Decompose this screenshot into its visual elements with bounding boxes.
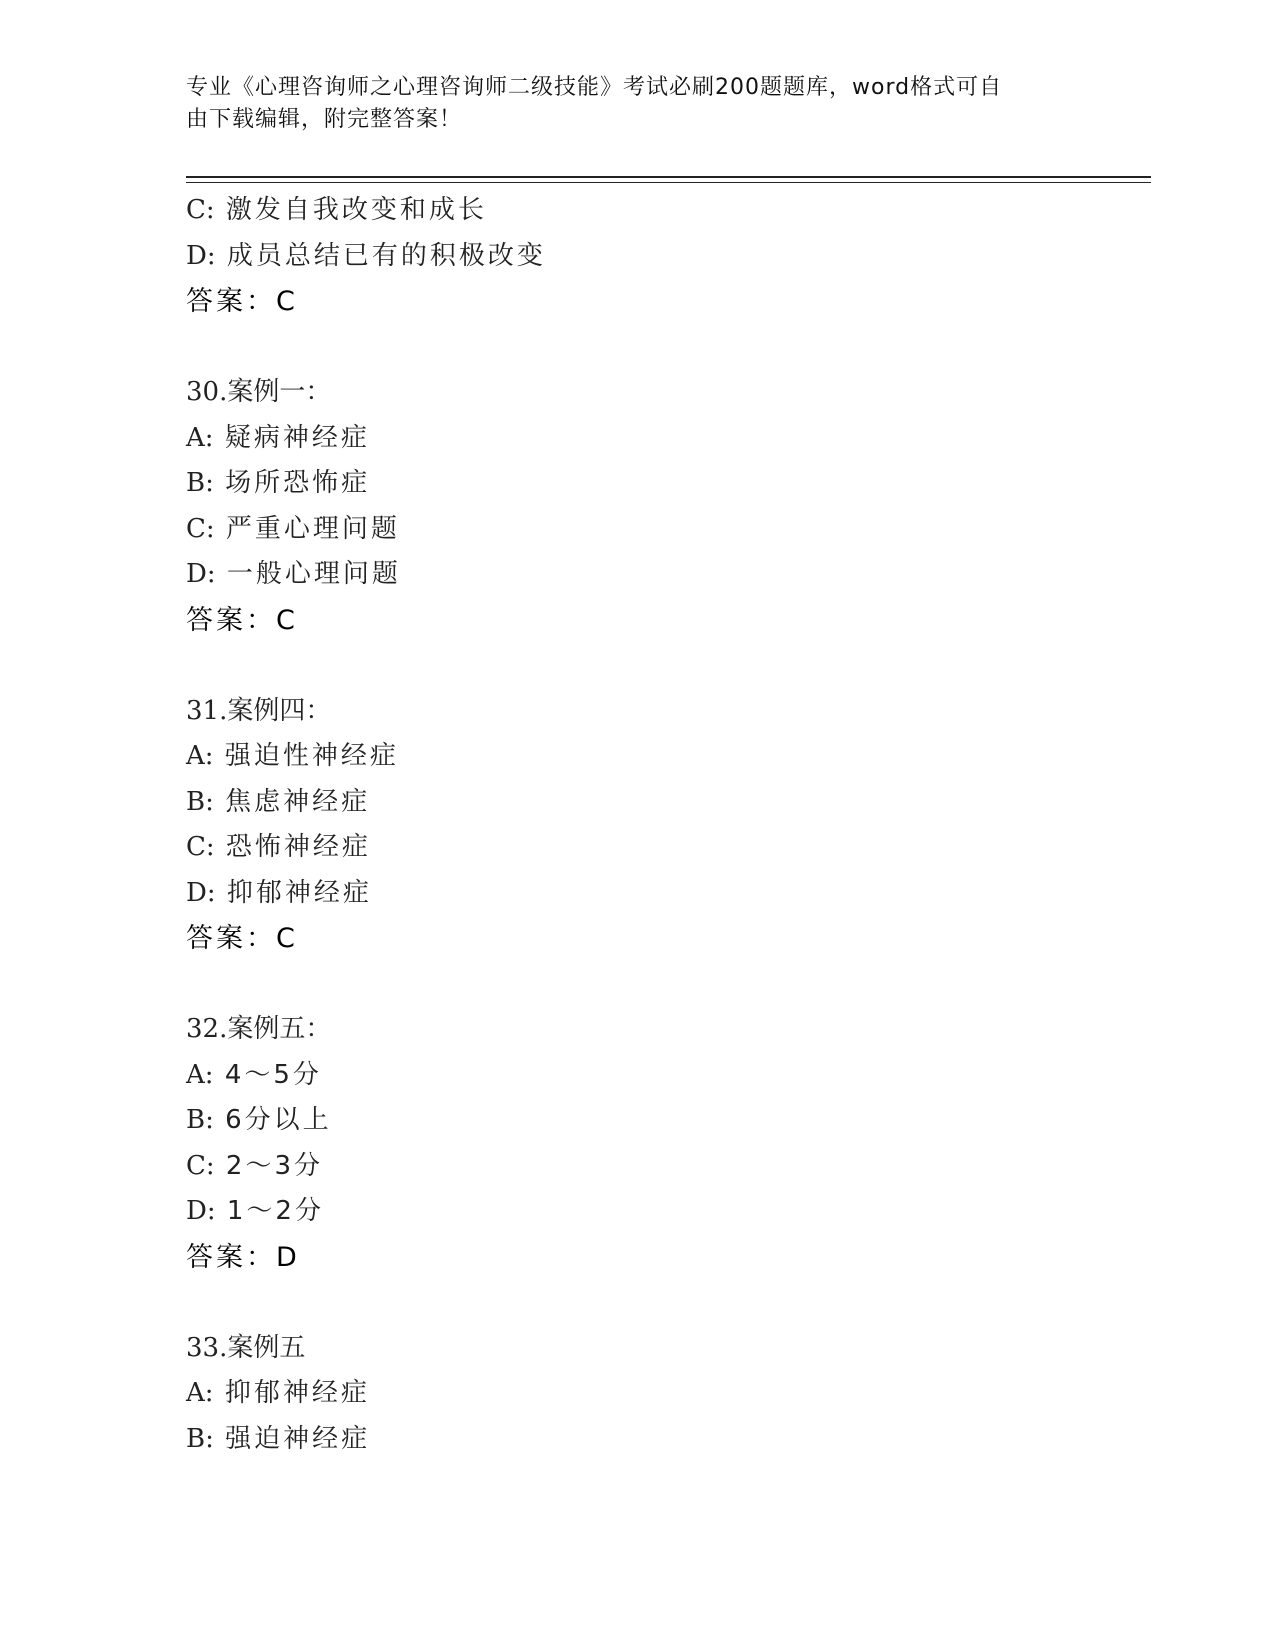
option-a [186, 1053, 1146, 1099]
option-text: 场所恐怖症 [225, 468, 371, 498]
option-d [186, 871, 1146, 917]
option-letter: A: [186, 741, 214, 771]
option-text: 强迫神经症 [225, 1423, 371, 1454]
option-a [186, 416, 1146, 462]
option-letter: A: [186, 1378, 214, 1408]
document-header [186, 72, 1076, 136]
option-d [186, 1189, 1146, 1235]
question-block-32 [186, 1007, 1146, 1280]
option-letter: C: [186, 513, 215, 544]
question-block-31 [186, 689, 1146, 962]
option-text: 疑病神经症 [224, 422, 370, 453]
option-letter: A: [186, 1059, 214, 1090]
spacer [186, 325, 1146, 371]
option-b [186, 1417, 1146, 1463]
option-text: 6分以上 [225, 1105, 332, 1135]
option-b [186, 780, 1146, 826]
option-letter: C: [186, 1150, 215, 1181]
option-d [186, 552, 1146, 598]
option-c [186, 1144, 1146, 1190]
answer-line: 答案：C [186, 604, 298, 636]
header-line-1: 专业《心理咨询师之心理咨询师二级技能》考试必刷200题题库，word格式可自 [186, 75, 1003, 100]
option-text: 恐怖神经症 [225, 832, 371, 862]
option-c [186, 188, 1146, 234]
question-block-33 [186, 1326, 1146, 1463]
option-letter: B: [186, 1423, 214, 1454]
header-divider-thin [186, 182, 1151, 183]
question-block-30 [186, 370, 1146, 643]
answer-line: 答案：D [186, 1241, 300, 1273]
spacer [186, 962, 1146, 1008]
option-letter: D: [186, 1196, 216, 1226]
option-text: 4～5分 [224, 1059, 322, 1090]
option-text: 2～3分 [225, 1150, 324, 1181]
answer-line: 答案：C [186, 286, 298, 317]
option-text: 严重心理问题 [225, 513, 400, 544]
option-text: 强迫性神经症 [224, 741, 399, 771]
header-divider-thick [186, 176, 1151, 178]
header-line-2: 由下载编辑，附完整答案！ [186, 107, 463, 132]
option-a [186, 734, 1146, 780]
question-list [186, 188, 1146, 1462]
option-text: 1～2分 [226, 1196, 324, 1226]
option-letter: D: [186, 559, 216, 589]
option-a [186, 1371, 1146, 1417]
option-text: 抑郁神经症 [224, 1378, 370, 1408]
question-title: 31.案例四： [186, 695, 332, 726]
option-letter: D: [186, 240, 216, 271]
option-c [186, 507, 1146, 553]
option-text: 焦虑神经症 [225, 786, 371, 817]
option-letter: B: [186, 786, 214, 817]
option-letter: B: [186, 1105, 214, 1135]
option-d [186, 234, 1146, 280]
option-text: 抑郁神经症 [226, 877, 372, 908]
option-b [186, 461, 1146, 507]
option-b [186, 1098, 1146, 1144]
question-title: 33.案例五 [186, 1332, 306, 1363]
question-block-prev [186, 188, 1146, 325]
option-letter: A: [186, 422, 214, 453]
spacer [186, 643, 1146, 689]
spacer [186, 1280, 1146, 1326]
option-letter: B: [186, 468, 214, 498]
question-title: 30.案例一： [186, 377, 332, 407]
question-title: 32.案例五： [186, 1014, 332, 1044]
option-letter: C: [186, 832, 215, 862]
answer-line: 答案：C [186, 923, 298, 954]
option-text: 成员总结已有的积极改变 [226, 240, 546, 271]
option-text: 一般心理问题 [226, 559, 401, 589]
option-text: 激发自我改变和成长 [225, 195, 487, 225]
option-c [186, 825, 1146, 871]
option-letter: D: [186, 877, 216, 908]
option-letter: C: [186, 195, 215, 225]
